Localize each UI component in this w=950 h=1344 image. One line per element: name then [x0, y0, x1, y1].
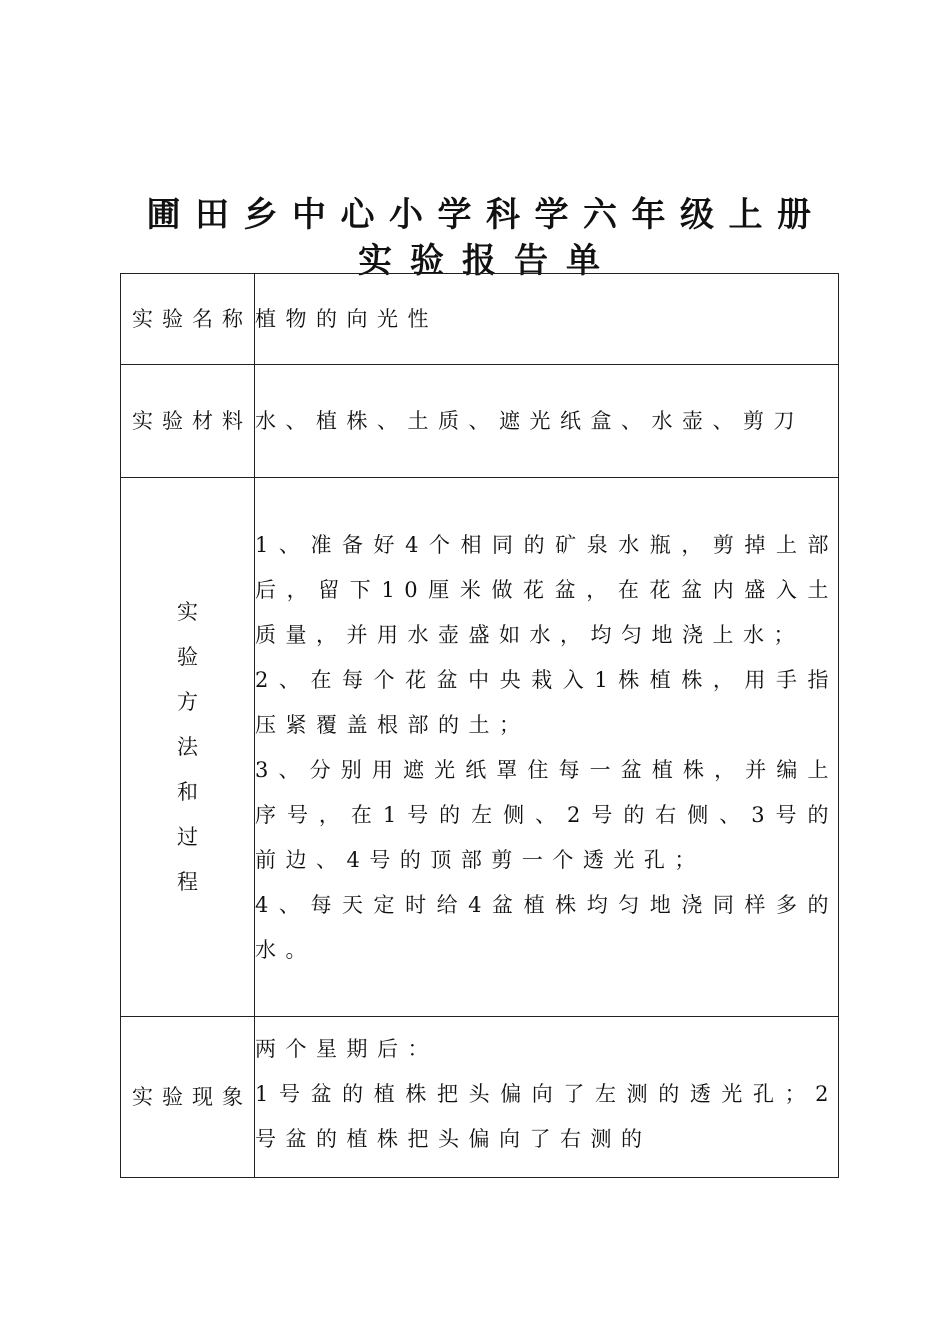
- row-label-experiment-name: 实验名称: [121, 274, 255, 365]
- row-content-materials: [255, 365, 839, 478]
- content-paragraph: 4、每天定时给4盆植株均匀地浇同样多的水。: [255, 893, 838, 962]
- content-paragraph: 两个星期后：: [255, 1037, 438, 1061]
- row-label-method: [121, 478, 255, 1017]
- content-paragraph: 1号盆的植株把头偏向了左测的透光孔；2号盆的植株把头偏向了右测的: [255, 1082, 838, 1151]
- content-paragraph: 1、准备好4个相同的矿泉水瓶，剪掉上部后，留下10厘米做花盆，在花盆内盛入土质量，并用水壶盛如水，均匀地浇上水；: [255, 533, 838, 647]
- table-row: [121, 274, 839, 365]
- row-content-phenomenon: [255, 1017, 839, 1178]
- vertical-label-text: 实验方法和过程: [177, 599, 198, 894]
- report-title-line-1: 圃田乡中心小学科学六年级上册: [146, 195, 826, 235]
- report-title-line-2: 实验报告单: [358, 241, 618, 281]
- content-paragraph: 3、分别用遮光纸罩住每一盆植株，并编上序号，在1号的左侧、2号的右侧、3号的前边、4号的顶部剪一个透光孔；: [255, 758, 838, 872]
- table-row: [121, 478, 839, 1017]
- content-paragraph: 水、植株、土质、遮光纸盒、水壶、剪刀: [255, 408, 804, 433]
- row-label-materials: 实验材料: [121, 365, 255, 478]
- row-content-method: [255, 478, 839, 1017]
- table-row: [121, 365, 839, 478]
- content-paragraph: 植物的向光性: [255, 306, 438, 331]
- row-content-experiment-name: [255, 274, 839, 365]
- report-table: [120, 273, 839, 1178]
- row-label-phenomenon: 实验现象: [121, 1017, 255, 1178]
- table-row: [121, 1017, 839, 1178]
- content-paragraph: 2、在每个花盆中央栽入1株植株，用手指压紧覆盖根部的土；: [255, 668, 838, 737]
